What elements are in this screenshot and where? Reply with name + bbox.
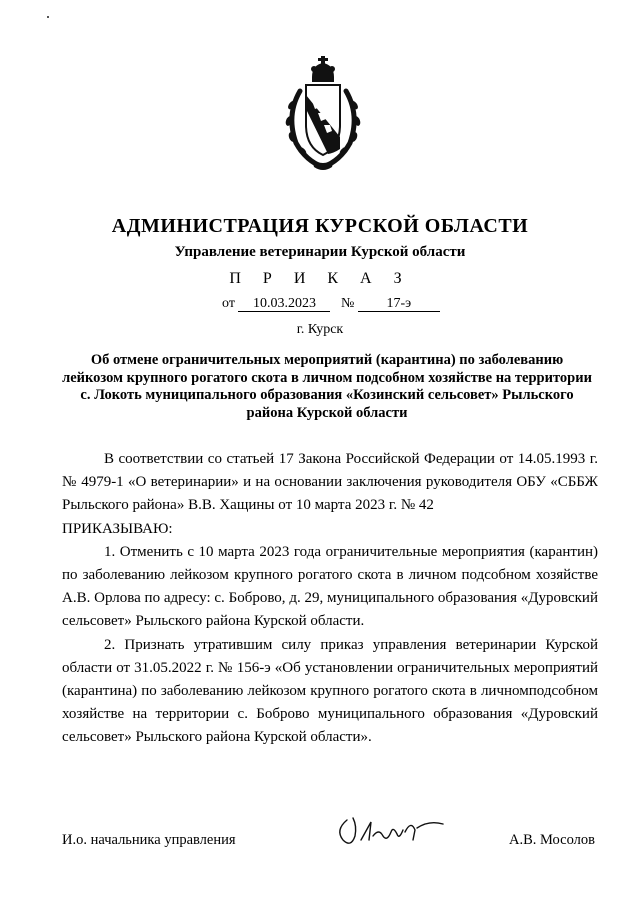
department-title: Управление ветеринарии Курской области: [174, 244, 466, 260]
order-date-number: [222, 296, 440, 312]
order-item-1: 1. Отменить с 10 марта 2023 года ограничительные мероприятия (карантин) по заболеванию лейкозом крупного рогатого скота в личном подсобном хозяйстве А.В. Орлова по адресу: с. Боброво, д. 29, муниципального образования «Дуровский сельсовет» Рыльского района Курской области.: [62, 543, 598, 630]
date-prefix: от: [222, 296, 235, 311]
handwritten-signature-icon: [333, 810, 453, 850]
order-date: 10.03.2023: [238, 296, 330, 312]
document-type: П Р И К А З: [229, 270, 411, 287]
coat-of-arms-icon: [282, 55, 364, 173]
order-word: ПРИКАЗЫВАЮ:: [62, 520, 173, 537]
number-prefix: №: [340, 296, 355, 311]
order-item-2: 2. Признать утратившим силу приказ управления ветеринарии Курской области от 31.05.2022 г. № 156-э «Об установлении ограничительных мероприятий (карантина) по заболеванию лейкозом крупного рогатого скота в личномподсобном хозяйстве на территории с. Боброво муниципального образования «Дуровский сельсовет» Рыльского района Курской области».: [62, 636, 598, 746]
signatory-role: И.о. начальника управления: [62, 832, 236, 848]
order-number: 17-э: [358, 296, 440, 312]
city: г. Курск: [296, 322, 344, 337]
order-subject: Об отмене ограничительных мероприятий (карантина) по заболеванию лейкозом крупного рогатого скота в личном подсобном хозяйстве на территории с. Локоть муниципального образования «Козинский сельсовет» Рыльского района Курской области: [62, 352, 592, 421]
organization-title: АДМИНИСТРАЦИЯ КУРСКОЙ ОБЛАСТИ: [111, 215, 529, 237]
preamble-paragraph: В соответствии со статьей 17 Закона Российской Федерации от 14.05.1993 г. № 4979-1 «О ветеринарии» и на основании заключения руководителя ОБУ «СББЖ Рыльского района» В.В. Хащины от 10 марта 2023 г. № 42: [62, 451, 598, 514]
scan-speck: [47, 16, 49, 18]
order-body: [62, 448, 598, 750]
signatory-name: А.В. Мосолов: [509, 832, 595, 848]
